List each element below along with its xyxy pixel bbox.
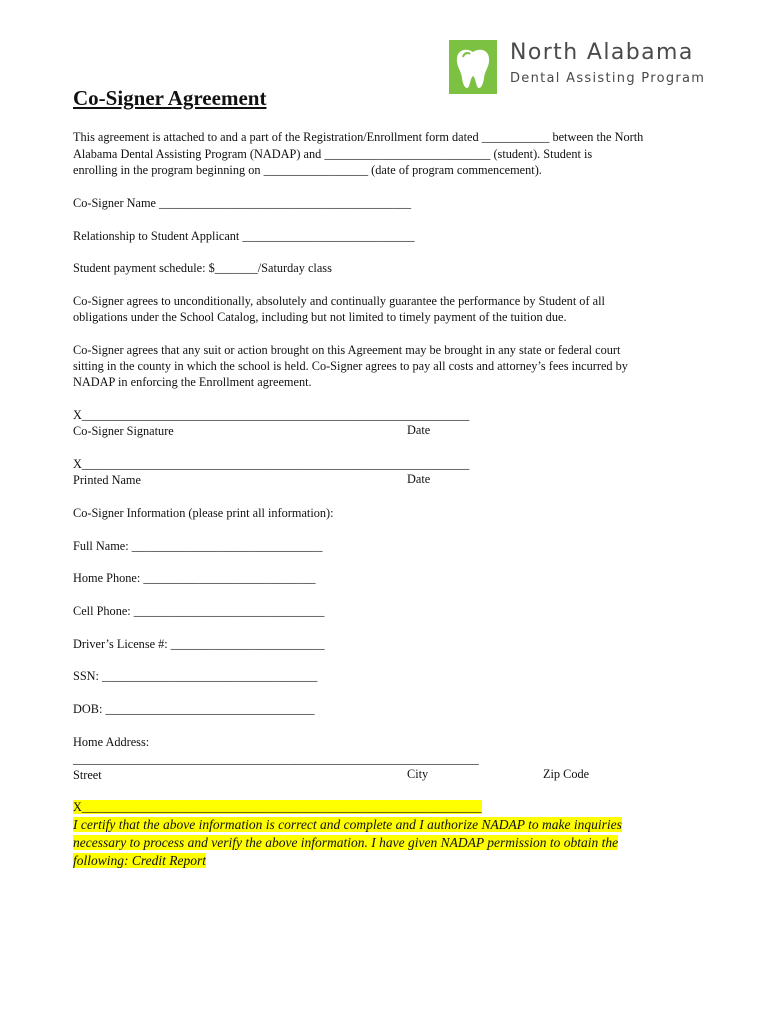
drivers-license-field[interactable]: Driver’s License #: _________________________: [73, 637, 325, 651]
intro-line-1: This agreement is attached to and a part of the Registration/Enrollment form dated ___________ between the North: [73, 130, 644, 144]
logo-title: North Alabama: [510, 40, 694, 65]
jurisdiction-line-3: NADAP in enforcing the Enrollment agreement.: [73, 375, 312, 389]
payment-schedule-field[interactable]: Student payment schedule: $_______/Saturday class: [73, 261, 332, 275]
jurisdiction-line-2: sitting in the county in which the school is held. Co-Signer agrees to pay all costs and attorney’s fees incurred by: [73, 359, 628, 373]
printed-name-label: Printed Name: [73, 473, 141, 487]
program-logo: [449, 40, 729, 94]
signature-date-label: Date: [407, 423, 431, 437]
guarantee-line-2: obligations under the School Catalog, including but not limited to timely payment of the tuition due.: [73, 310, 567, 324]
certify-text-3: following: Credit Report: [73, 853, 206, 868]
cosigner-name-field[interactable]: Co-Signer Name _________________________________________: [73, 196, 412, 210]
certify-text-1: I certify that the above information is correct and complete and I authorize NADAP to make inquiries: [73, 817, 622, 832]
logo-subtitle: Dental Assisting Program: [510, 71, 706, 86]
home-address-label: Home Address:: [73, 735, 150, 749]
home-address-line[interactable]: __________________________________________________________________: [73, 752, 479, 766]
full-name-field[interactable]: Full Name: _______________________________: [73, 539, 323, 553]
zip-code-label: Zip Code: [543, 767, 590, 781]
certification-statement: [73, 816, 703, 870]
info-heading: Co-Signer Information (please print all information):: [73, 506, 334, 520]
dob-field[interactable]: DOB: __________________________________: [73, 702, 315, 716]
cell-phone-field[interactable]: Cell Phone: _______________________________: [73, 604, 325, 618]
printed-date-label: Date: [407, 472, 431, 486]
home-phone-field[interactable]: Home Phone: ____________________________: [73, 571, 316, 585]
printed-name-line[interactable]: X_______________________________________________________________: [73, 457, 470, 471]
ssn-field[interactable]: SSN: ___________________________________: [73, 669, 318, 683]
city-label: City: [407, 767, 429, 781]
relationship-field[interactable]: Relationship to Student Applicant ____________________________: [73, 229, 415, 243]
guarantee-line-1: Co-Signer agrees to unconditionally, absolutely and continually guarantee the performance by Student of all: [73, 294, 605, 308]
logo-badge: [449, 40, 497, 94]
intro-line-2: Alabama Dental Assisting Program (NADAP) and ___________________________ (student). Student is: [73, 147, 593, 161]
signature-line[interactable]: X_______________________________________________________________: [73, 408, 470, 422]
page-title: Co-Signer Agreement: [73, 86, 267, 110]
signature-label: Co-Signer Signature: [73, 424, 174, 438]
certify-signature-line[interactable]: [73, 799, 482, 816]
certify-text-2: necessary to process and verify the above information. I have given NADAP permission to obtain the: [73, 835, 619, 850]
intro-line-3: enrolling in the program beginning on _________________ (date of program commencement).: [73, 163, 542, 177]
tooth-icon: [449, 40, 497, 94]
jurisdiction-line-1: Co-Signer agrees that any suit or action brought on this Agreement may be brought in any state or federal court: [73, 343, 621, 357]
street-label: Street: [73, 768, 102, 782]
certify-line-text[interactable]: X_________________________________________________________________: [73, 800, 482, 814]
